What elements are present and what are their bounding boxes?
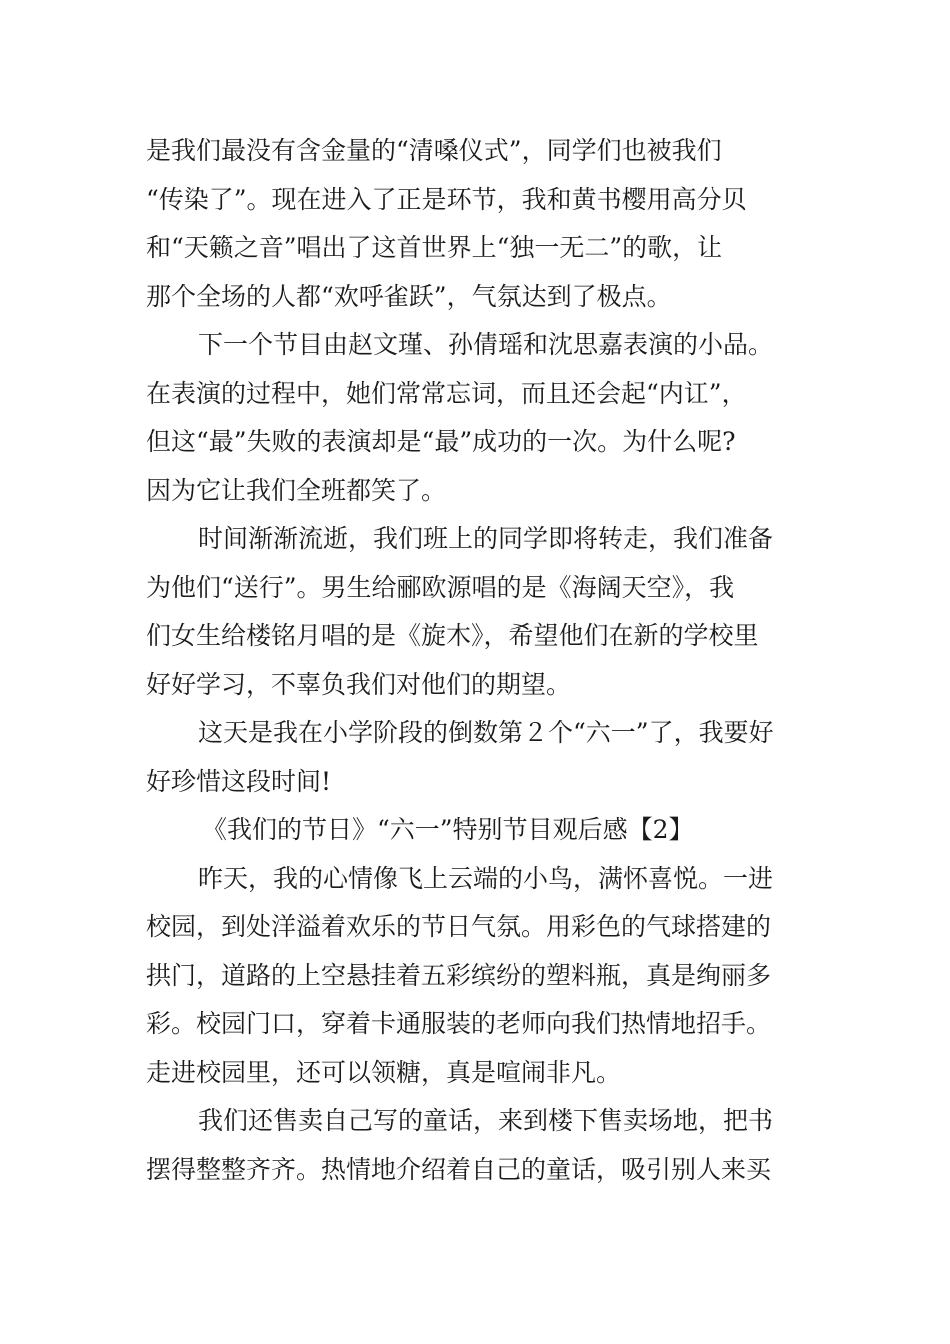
paragraph-5 (146, 855, 808, 1098)
text-line: 下一个节目由赵文瑾、孙倩瑶和沈思嘉表演的小品。 (198, 330, 774, 359)
paragraph-3 (146, 515, 808, 709)
text-line: 校园，到处洋溢着欢乐的节日气氛。用彩色的气球搭建的 (146, 912, 772, 941)
text-line: 是我们最没有含金量的“清嗓仪式”，同学们也被我们 (146, 136, 722, 165)
text-line: 和“天籁之音”唱出了这首世界上“独一无二”的歌，让 (146, 233, 723, 262)
section-heading: 《我们的节日》“六一”特别节目观后感【2】 (202, 815, 694, 844)
paragraph-2 (146, 321, 808, 515)
text-line: 昨天，我的心情像飞上云端的小鸟，满怀喜悦。一进 (198, 863, 774, 893)
text-line: 因为它让我们全班都笑了。 (146, 475, 447, 505)
text-line: 拱门，道路的上空悬挂着五彩缤纷的塑料瓶，真是绚丽多 (146, 960, 772, 990)
text-line: 好好学习，不辜负我们对他们的期望。 (146, 669, 572, 699)
text-line: 为他们“送行”。男生给郦欧源唱的是《海阔天空》，我 (146, 572, 735, 602)
document-page (146, 127, 808, 1194)
text-line: 摆得整整齐齐。热情地介绍着自己的童话，吸引别人来买 (146, 1154, 772, 1184)
text-line: 这天是我在小学阶段的倒数第２个“六一”了，我要好 (198, 718, 774, 747)
text-line: 走进校园里，还可以领糖，真是喧闹非凡。 (146, 1057, 622, 1087)
text-line: 我们还售卖自己写的童话，来到楼下售卖场地，把书 (198, 1106, 774, 1135)
text-line: “传染了”。现在进入了正是环节，我和黄书樱用高分贝 (146, 184, 747, 214)
text-line: 们女生给楼铭月唱的是《旋木》，希望他们在新的学校里 (146, 621, 759, 650)
text-line: 时间渐渐流逝，我们班上的同学即将转走，我们准备 (198, 524, 774, 553)
text-line: 但这“最”失败的表演却是“最”成功的一次。为什么呢? (146, 427, 736, 456)
paragraph-4 (146, 709, 808, 806)
paragraph-6 (146, 1097, 808, 1194)
text-line: 在表演的过程中，她们常常忘词，而且还会起“内讧”， (146, 378, 747, 408)
text-line: 好珍惜这段时间! (146, 766, 332, 796)
paragraph-1 (146, 127, 808, 321)
text-line: 彩。校园门口，穿着卡通服装的老师向我们热情地招手。 (146, 1009, 772, 1038)
text-line: 那个全场的人都“欢呼雀跃”，气氛达到了极点。 (146, 281, 672, 311)
